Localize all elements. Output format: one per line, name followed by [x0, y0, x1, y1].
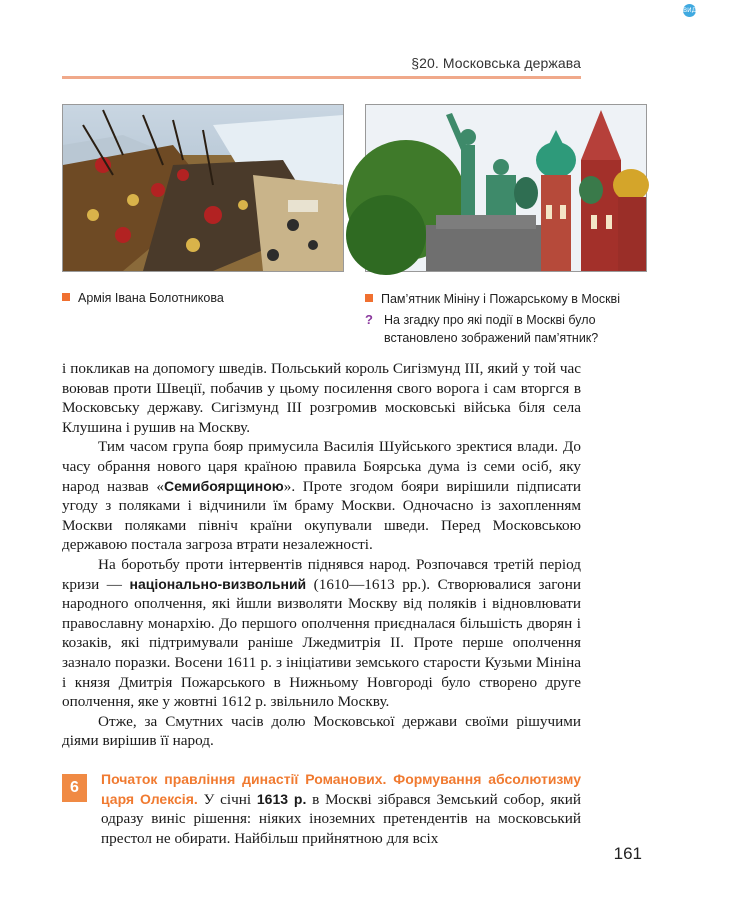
section-title: Початок правління династії Романових. Формування абсолютизму царя Олексія. [101, 771, 581, 807]
caption-bullet-icon [365, 294, 373, 302]
section-text [62, 770, 581, 848]
page-number: 161 [613, 844, 642, 863]
paragraph-1: і покликав на допомогу шведів. Польський король Сигізмунд III, який у той час воював проти Швеції, побачив у цьому посилення свого ворога і сам вторгся в Московську державу. Сигізмунд III розгромив московські війська біля села Клушина і рушив на Москву. [62, 360, 581, 436]
paragraph-3 [62, 555, 581, 712]
monument-caption-text: Пам’ятник Мініну і Пожарському в Москві [381, 292, 620, 306]
minin-pozharsky-monument-image [365, 104, 647, 272]
header-rule [62, 76, 581, 79]
section-text-a: У січні [197, 790, 257, 808]
caption-bullet-icon [62, 293, 70, 301]
monument-caption [365, 290, 620, 308]
section-text-b: в Москві зібрався Земський собор, який одразу виніс рішення: ніяких іноземних претендентів на московський престол не обирати. Найбільш прийнятною для всіх [101, 790, 582, 847]
p3-text-a: На боротьбу проти інтервентів піднявся народ. Розпочався третій період кризи — [62, 555, 581, 593]
term-semiboyarshchyna: Семибоярщиною [163, 477, 284, 494]
section-paragraph [62, 770, 581, 848]
section-year: 1613 р. [256, 790, 307, 807]
image-question [365, 311, 645, 347]
question-mark-icon: ? [365, 312, 373, 327]
p2-text-a: Тим часом група бояр примусила Василія Шуйського зректися влади. До часу обрання нового царя країною правила Боярська дума із семи осіб, яку народ назвав « [62, 438, 581, 495]
p3-text-b: (1610—1613 рр.). Створювалися загони народного ополчення, які йшли визволяти Москву від поляків і відновлювати православну монархію. До першого ополчення приєдналася більшість дворян і козаків, які підтримували раніше Лжедмитрія II. Проте перше ополчення зазнало поразки. Восени 1611 р. з ініціативи земського старости Кузьми Мініна і князя Дмитрія Пожарського в Нижньому Новгороді було створено друге ополчення, яке у жовтні 1612 р. звільнило Москву. [62, 575, 581, 711]
section-number-badge: 6 [62, 774, 87, 802]
army-caption [62, 289, 224, 307]
term-national-liberation: національно-визвольний [129, 575, 307, 592]
army-caption-text: Армія Івана Болотникова [78, 291, 224, 305]
running-title: §20. Московська держава [411, 55, 581, 71]
question-text: На згадку про які події в Москві було встановлено зображений пам’ятник? [384, 313, 599, 345]
army-painting-image [62, 104, 344, 272]
p2-text-b: ». Проте згодом бояри вирішили підписати угоду з поляками і відчинили їм браму Москви. Одночасно із захопленням Москви поляками північ країни окупували шведи. Перед Московською державою постала загроза втрати незалежності. [62, 477, 581, 554]
paragraph-4: Отже, за Смутних часів долю Московської держави своїми рішучими діями вирішив її народ. [62, 712, 581, 750]
paragraph-2 [62, 437, 581, 555]
publisher-logo: ВИДАВНИЦТВО [683, 4, 696, 17]
main-text [62, 359, 581, 751]
